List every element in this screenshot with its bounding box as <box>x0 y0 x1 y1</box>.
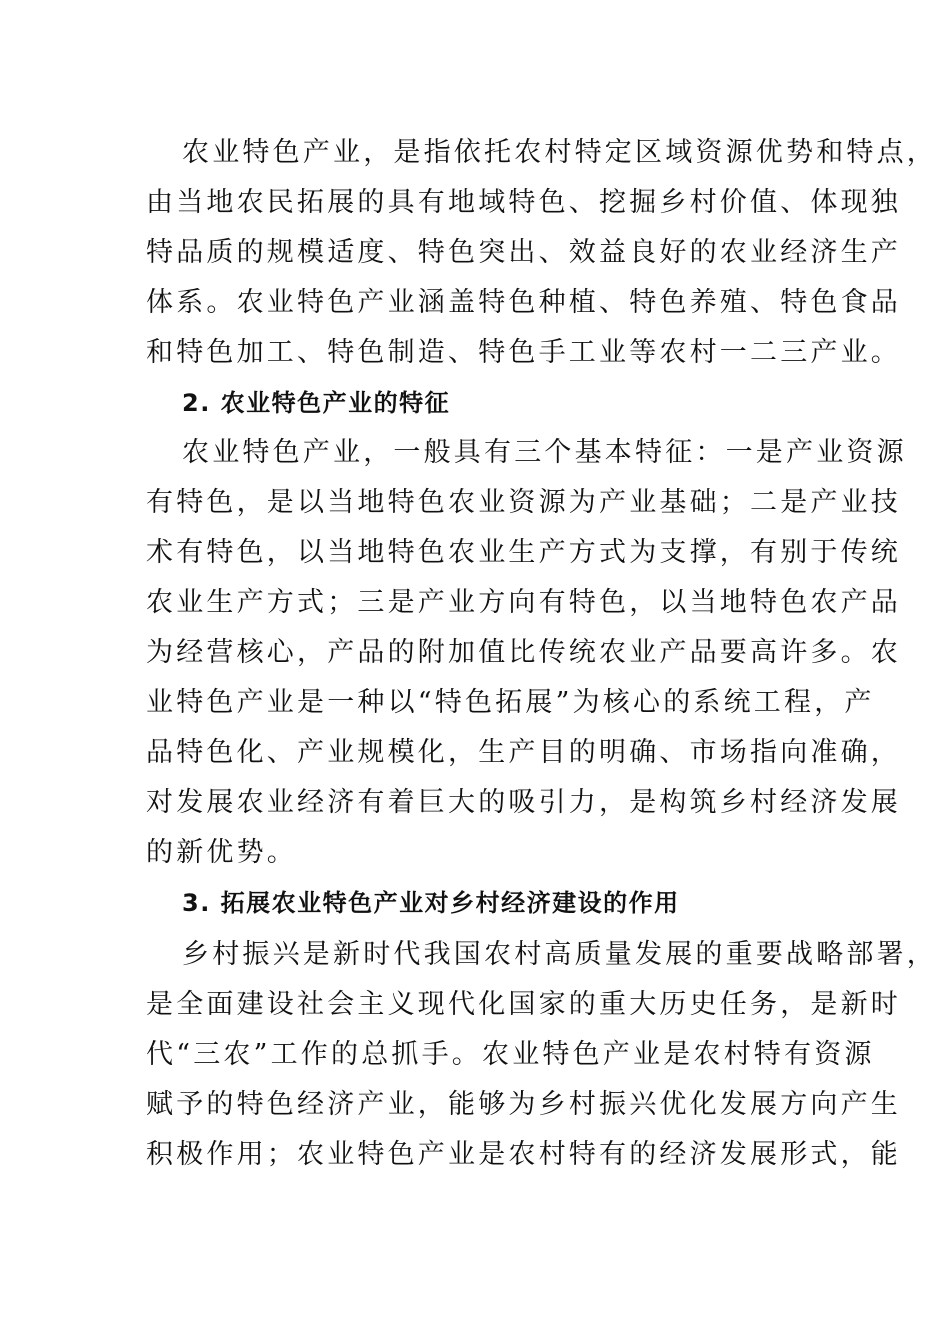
paragraph-line: 代“三农”工作的总抓手。农业特色产业是农村特有资源 <box>146 1039 875 1070</box>
paragraph-line: 术有特色，以当地特色农业生产方式为支撑，有别于传统 <box>146 537 901 568</box>
paragraph-line: 的新优势。 <box>146 837 297 868</box>
paragraph-features <box>146 428 907 878</box>
paragraph-line: 农业特色产业，是指依托农村特定区域资源优势和特点， <box>182 137 937 168</box>
paragraph-line: 农业特色产业，一般具有三个基本特征：一是产业资源 <box>182 437 907 468</box>
section-heading-2: 2. 农业特色产业的特征 <box>182 389 451 417</box>
paragraph-line: 对发展农业经济有着巨大的吸引力，是构筑乡村经济发展 <box>146 787 901 818</box>
paragraph-line: 积极作用；农业特色产业是农村特有的经济发展形式，能 <box>146 1139 901 1170</box>
paragraph-line: 是全面建设社会主义现代化国家的重大历史任务，是新时 <box>146 989 901 1020</box>
paragraph-line: 有特色，是以当地特色农业资源为产业基础；二是产业技 <box>146 487 901 518</box>
paragraph-line: 农业生产方式；三是产业方向有特色，以当地特色农产品 <box>146 587 901 618</box>
paragraph-line: 特品质的规模适度、特色突出、效益良好的农业经济生产 <box>146 237 901 268</box>
paragraph-role <box>146 930 937 1180</box>
paragraph-line: 业特色产业是一种以“特色拓展”为核心的系统工程，产 <box>146 687 875 718</box>
paragraph-line: 品特色化、产业规模化，生产目的明确、市场指向准确， <box>146 737 901 768</box>
paragraph-line: 为经营核心，产品的附加值比传统农业产品要高许多。农 <box>146 637 901 668</box>
paragraph-definition <box>146 128 937 378</box>
section-heading-3: 3. 拓展农业特色产业对乡村经济建设的作用 <box>182 889 680 917</box>
paragraph-line: 赋予的特色经济产业，能够为乡村振兴优化发展方向产生 <box>146 1089 901 1120</box>
paragraph-line: 乡村振兴是新时代我国农村高质量发展的重要战略部署， <box>182 939 937 970</box>
paragraph-line: 和特色加工、特色制造、特色手工业等农村一二三产业。 <box>146 337 901 368</box>
paragraph-line: 由当地农民拓展的具有地域特色、挖掘乡村价值、体现独 <box>146 187 901 218</box>
paragraph-line: 体系。农业特色产业涵盖特色种植、特色养殖、特色食品 <box>146 287 901 318</box>
